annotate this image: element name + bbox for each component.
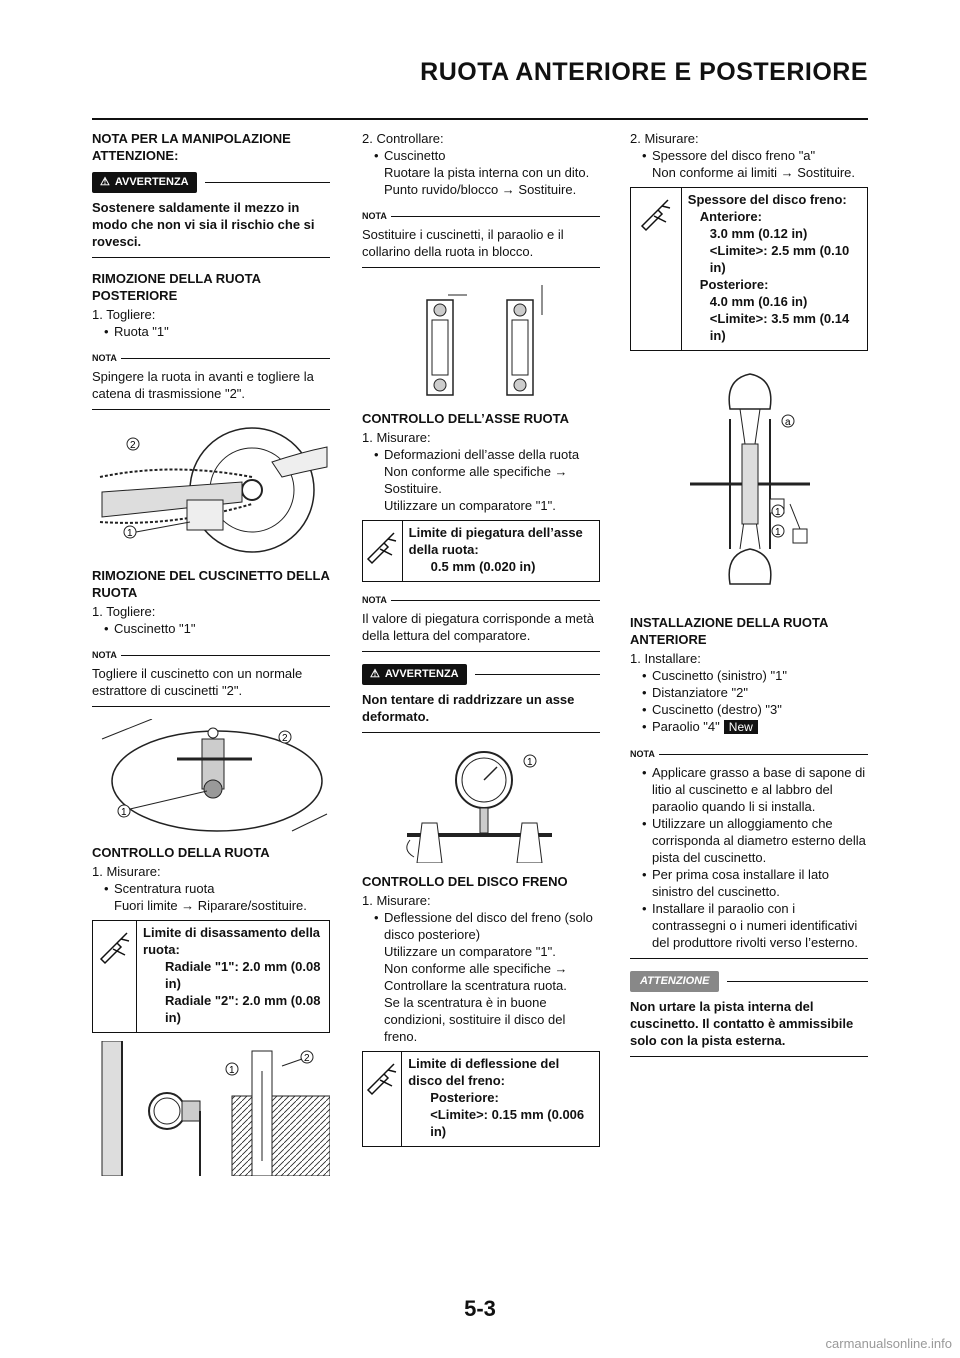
svg-text:2: 2 <box>304 1053 310 1064</box>
warning-badge: ⚠ AVVERTENZA <box>362 664 467 685</box>
spec-value: 0.5 mm (0.020 in) <box>430 559 536 574</box>
step-text: 2. Misurare: <box>630 131 699 146</box>
disc-thickness-figure <box>630 359 868 604</box>
spec-title: Limite di disassamento della ruota: <box>143 925 321 957</box>
bullet-item: • Ruota "1" <box>92 323 330 340</box>
caliper-icon <box>364 529 400 565</box>
axle-check-figure <box>362 745 600 863</box>
spec-value: Posteriore: <box>699 277 769 292</box>
caliper-icon <box>97 929 133 965</box>
svg-text:2: 2 <box>282 733 288 744</box>
spec-box <box>362 1051 600 1147</box>
body-text: Non conforme ai limiti → Sostituire. <box>652 165 856 180</box>
caution-text: Non urtare la pista interna del cuscinetto. Il contatto è ammissibile solo con la pista esterna. <box>630 999 854 1048</box>
warning-text: Sostenere saldamente il mezzo in modo che non vi sia il rischio che si rovesci. <box>92 200 315 249</box>
caution-header <box>630 971 868 992</box>
spec-value: Radiale "2": 2.0 mm (0.08 in) <box>165 993 321 1025</box>
bullet-item: • Paraolio "4" New <box>630 718 868 736</box>
spec-box <box>362 520 600 582</box>
spec-title: Limite di deflessione del disco del freno: <box>408 1056 560 1088</box>
body-text: Fuori limite → Riparare/sostituire. <box>114 898 307 913</box>
column-right <box>630 130 868 1069</box>
warning-text: Non tentare di raddrizzare un asse deformato. <box>362 692 575 724</box>
page-number: 5-3 <box>464 1296 496 1321</box>
spec-title: Spessore del disco freno: <box>687 192 847 207</box>
bullet-item: • Cuscinetto <box>362 147 600 164</box>
step-text: 1. Installare: <box>630 651 701 666</box>
spec-value: <Limite>: 2.5 mm (0.10 in) <box>709 243 850 275</box>
step-text: 1. Togliere: <box>92 307 156 322</box>
svg-text:1: 1 <box>775 527 781 538</box>
new-part-badge: New <box>724 720 758 734</box>
warning-icon: ⚠ <box>370 668 380 680</box>
step-text: 1. Misurare: <box>362 893 431 908</box>
body-text: Utilizzare un comparatore "1". <box>384 498 556 513</box>
bullet-item: • Deformazioni dell’asse della ruota <box>362 446 600 463</box>
spec-value: <Limite>: 0.15 mm (0.006 in) <box>430 1107 585 1139</box>
section-title: NOTA PER LA MANIPOLAZIONE ATTENZIONE: <box>92 131 291 163</box>
nota-header: NOTA <box>92 350 330 367</box>
bullet-item: • Deflessione del disco del freno (solo disco posteriore) <box>362 909 600 943</box>
spec-value: 3.0 mm (0.12 in) <box>709 226 808 241</box>
svg-text:1: 1 <box>229 1065 235 1076</box>
nota-bullet: • Applicare grasso a base di sapone di litio al cuscinetto e al labbro del paraolio quando li si installa. <box>630 764 868 815</box>
caliper-icon <box>364 1060 400 1096</box>
column-middle <box>362 130 600 1155</box>
bearing-check-figure <box>362 280 600 400</box>
spec-value: Anteriore: <box>699 209 762 224</box>
svg-text:1: 1 <box>527 757 533 768</box>
spec-value: <Limite>: 3.5 mm (0.14 in) <box>709 311 850 343</box>
nota-text: Il valore di piegatura corrisponde a metà della lettura del comparatore. <box>362 611 594 643</box>
step-text: 2. Controllare: <box>362 131 444 146</box>
nota-header: NOTA <box>630 746 868 763</box>
svg-text:1: 1 <box>121 807 127 818</box>
nota-bullet: • Utilizzare un alloggiamento che corrisponda al diametro esterno della pista del cuscinetto. <box>630 815 868 866</box>
spec-value: 4.0 mm (0.16 in) <box>709 294 808 309</box>
nota-text: Sostituire i cuscinetti, il paraolio e il collarino della ruota in blocco. <box>362 227 564 259</box>
warning-icon: ⚠ <box>100 176 110 188</box>
caliper-icon <box>638 196 674 232</box>
spec-value: Radiale "1": 2.0 mm (0.08 in) <box>165 959 321 991</box>
bullet-item: • Cuscinetto "1" <box>92 620 330 637</box>
svg-text:2: 2 <box>130 440 136 451</box>
svg-text:1: 1 <box>775 507 781 518</box>
section-title: RIMOZIONE DELLA RUOTA POSTERIORE <box>92 271 261 303</box>
watermark: carmanualsonline.info <box>825 1336 952 1351</box>
nota-header: NOTA <box>92 647 330 664</box>
spec-title: Limite di piegatura dell’asse della ruota: <box>408 525 583 557</box>
warning-header <box>92 172 330 193</box>
caution-badge: ATTENZIONE <box>630 971 719 992</box>
section-title: CONTROLLO DEL DISCO FRENO <box>362 874 568 889</box>
svg-text:1: 1 <box>127 528 133 539</box>
section-title: RIMOZIONE DEL CUSCINETTO DELLA RUOTA <box>92 568 330 600</box>
header-rule <box>92 118 868 120</box>
body-text: Utilizzare un comparatore "1". <box>384 944 556 959</box>
body-text: Non conforme alle specifiche → Controllare la scentratura ruota. <box>384 961 568 993</box>
bullet-item: • Cuscinetto (sinistro) "1" <box>630 667 868 684</box>
section-title: CONTROLLO DELL’ASSE RUOTA <box>362 411 570 426</box>
svg-text:a: a <box>785 417 791 428</box>
bullet-item: • Cuscinetto (destro) "3" <box>630 701 868 718</box>
body-text: Non conforme alle specifiche → Sostituire. <box>384 464 568 496</box>
body-text: Ruotare la pista interna con un dito. <box>384 165 590 180</box>
warning-badge: ⚠ AVVERTENZA <box>92 172 197 193</box>
step-text: 1. Misurare: <box>92 864 161 879</box>
bearing-removal-figure <box>92 719 330 834</box>
nota-text: Spingere la ruota in avanti e togliere la catena di trasmissione "2". <box>92 369 314 401</box>
section-title: CONTROLLO DELLA RUOTA <box>92 845 270 860</box>
step-text: 1. Togliere: <box>92 604 156 619</box>
spec-box <box>630 187 868 351</box>
bullet-item: • Distanziatore "2" <box>630 684 868 701</box>
nota-header: NOTA <box>362 208 600 225</box>
bullet-item: • Scentratura ruota <box>92 880 330 897</box>
step-text: 1. Misurare: <box>362 430 431 445</box>
warning-header <box>362 664 600 685</box>
rear-wheel-removal-figure <box>92 422 330 557</box>
bullet-item: • Spessore del disco freno "a" <box>630 147 868 164</box>
nota-header: NOTA <box>362 592 600 609</box>
column-left <box>92 130 330 1186</box>
body-text: Punto ruvido/blocco → Sostituire. <box>384 182 577 197</box>
nota-bullet: • Installare il paraolio con i contrassegni o i numeri identificativi del produttore rivolti verso l’esterno. <box>630 900 868 951</box>
body-text: Se la scentratura è in buone condizioni, sostituire il disco del freno. <box>384 995 566 1044</box>
spec-box <box>92 920 330 1033</box>
nota-text: Togliere il cuscinetto con un normale estrattore di cuscinetti "2". <box>92 666 303 698</box>
section-title: INSTALLAZIONE DELLA RUOTA ANTERIORE <box>630 615 828 647</box>
page-title: RUOTA ANTERIORE E POSTERIORE <box>420 58 868 86</box>
wheel-runout-figure <box>92 1041 330 1176</box>
spec-value: Posteriore: <box>430 1090 499 1105</box>
nota-bullet: • Per prima cosa installare il lato sinistro del cuscinetto. <box>630 866 868 900</box>
